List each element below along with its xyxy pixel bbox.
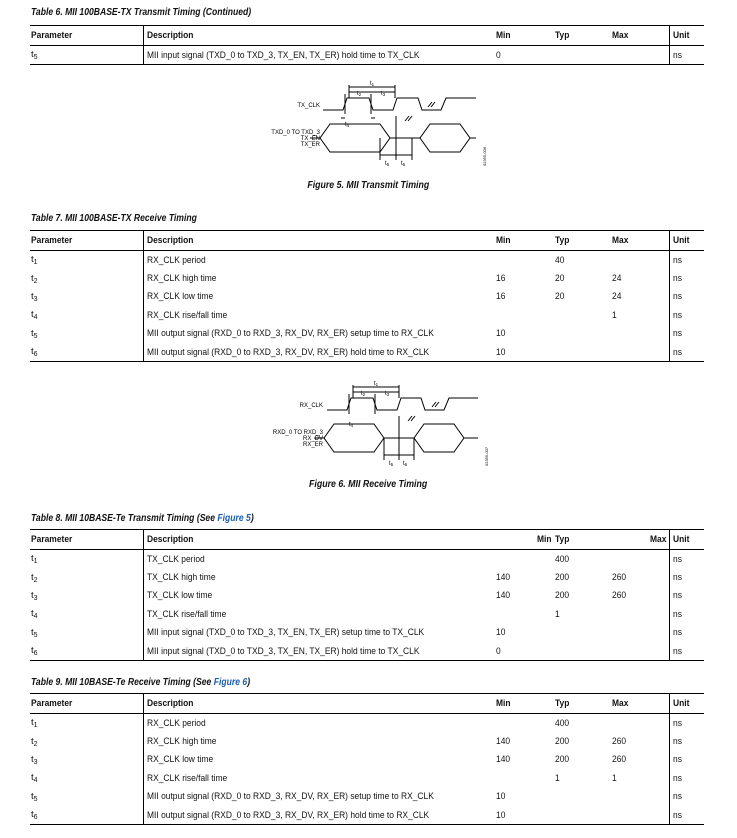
col-header-unit: Unit xyxy=(669,530,704,550)
col-header-description: Description xyxy=(143,530,495,550)
cell-description: RX_CLK rise/fall time xyxy=(143,306,495,324)
cell-typ xyxy=(554,624,611,642)
rx-data-waveform-bottom xyxy=(314,438,478,452)
cell-description: MII output signal (RXD_0 to RXD_3, RX_DV, RX_ER) setup time to RX_CLK xyxy=(143,788,495,806)
cell-typ xyxy=(554,806,611,825)
cell-parameter: $t_2$ xyxy=(31,272,38,285)
cell-min xyxy=(495,605,554,623)
cell-min: 10 xyxy=(496,328,506,340)
col-header-parameter: Parameter xyxy=(30,694,143,714)
cell-description: TX_CLK period xyxy=(143,550,495,569)
cell-unit: ns xyxy=(669,806,704,825)
table-row xyxy=(30,769,704,787)
cell-max xyxy=(611,46,669,65)
fig6-data-label-2: RX_DV xyxy=(302,436,323,442)
figure-5-caption: Figure 5. MII Transmit Timing xyxy=(307,180,430,191)
col-header-parameter: Parameter xyxy=(30,231,143,251)
col-header-typ: Typ xyxy=(554,694,611,714)
cell-min: 10 xyxy=(496,627,506,639)
cell-parameter: $t_5$ xyxy=(31,327,38,340)
figure-6-caption: Figure 6. MII Receive Timing xyxy=(309,479,428,490)
cell-parameter: $t_2$ xyxy=(31,735,38,748)
cell-parameter: $t_5$ xyxy=(31,790,38,803)
cell-parameter: $t_6$ xyxy=(30,806,143,825)
cell-unit: ns xyxy=(669,325,704,343)
header-row xyxy=(30,530,704,550)
cell-typ xyxy=(554,325,611,343)
col-header-unit: Unit xyxy=(669,231,704,251)
cell-description: RX_CLK period xyxy=(143,251,495,270)
cell-unit: ns xyxy=(669,269,704,287)
cell-max xyxy=(611,605,669,623)
cell-description: TX_CLK high time xyxy=(143,568,495,586)
fig5-clk-label: TX_CLK xyxy=(297,103,320,109)
col-header-min: Min xyxy=(495,530,554,550)
cell-description: TX_CLK low time xyxy=(143,587,495,605)
table-row xyxy=(30,751,704,769)
cell-typ: 200 xyxy=(555,572,570,584)
cell-description: MII output signal (RXD_0 to RXD_3, RX_DV, RX_ER) setup time to RX_CLK xyxy=(143,325,495,343)
table-7-caption: Table 7. MII 100BASE-TX Receive Timing xyxy=(31,213,197,224)
cell-unit: ns xyxy=(669,306,704,324)
col-header-max: Max xyxy=(611,530,669,550)
cell-description: MII input signal (TXD_0 to TXD_3, TX_EN, TX_ER) hold time to TX_CLK xyxy=(143,642,495,661)
table-row xyxy=(30,714,704,733)
cell-typ: 1 xyxy=(555,772,560,784)
cell-max xyxy=(611,788,669,806)
cell-min: 10 xyxy=(495,343,554,362)
fig5-t5: t5 xyxy=(385,161,390,167)
cell-min: 140 xyxy=(496,572,511,584)
fig5-t1: t1 xyxy=(370,81,375,87)
table-row xyxy=(30,788,704,806)
cell-max: 260 xyxy=(612,590,627,602)
col-header-description: Description xyxy=(143,26,495,46)
col-header-max: Max xyxy=(611,694,669,714)
table-row xyxy=(30,343,704,362)
table-row xyxy=(30,306,704,324)
header-row xyxy=(30,231,704,251)
cell-max: 260 xyxy=(612,754,627,766)
cell-description: RX_CLK period xyxy=(143,714,495,733)
cell-max xyxy=(611,642,669,661)
fig6-t5: t5 xyxy=(389,461,394,467)
col-header-typ: Typ xyxy=(554,530,611,550)
cell-description: RX_CLK high time xyxy=(143,269,495,287)
figure-6-link[interactable]: Figure 6 xyxy=(213,677,248,688)
cell-unit: ns xyxy=(669,568,704,586)
tx-clk-waveform xyxy=(323,98,476,110)
fig5-data-label-1: TXD_0 TO TXD_3 xyxy=(271,130,320,136)
table-6-caption: Table 6. MII 100BASE-TX Transmit Timing (Continued) xyxy=(31,7,252,18)
fig5-data-label-2: TX_EN xyxy=(300,136,320,142)
table-row xyxy=(30,587,704,605)
table-row xyxy=(30,624,704,642)
cell-description: RX_CLK low time xyxy=(143,751,495,769)
cell-unit: ns xyxy=(669,46,704,65)
cell-min: 140 xyxy=(496,590,511,602)
receive-timing-diagram xyxy=(0,376,737,476)
fig5-side-note: 02355-006 xyxy=(482,146,487,166)
cell-unit: ns xyxy=(669,587,704,605)
cell-parameter: $t_1$ xyxy=(31,717,38,730)
fig6-t3: t3 xyxy=(385,391,390,397)
cell-typ: 1 xyxy=(555,608,560,620)
cell-min xyxy=(495,550,554,569)
cell-parameter: $t_1$ xyxy=(31,553,38,566)
fig6-t4: t4 xyxy=(349,422,354,428)
cell-typ: 400 xyxy=(555,553,570,565)
cell-typ: 20 xyxy=(555,273,565,285)
cell-parameter: $t_4$ xyxy=(31,309,38,322)
table-6 xyxy=(30,25,704,65)
cell-min: 0 xyxy=(495,46,554,65)
fig5-t3: t3 xyxy=(381,91,386,97)
col-header-min: Min xyxy=(495,26,554,46)
header-row xyxy=(30,694,704,714)
cell-parameter: $t_6$ xyxy=(30,642,143,661)
cell-typ: 200 xyxy=(555,590,570,602)
cell-typ: 200 xyxy=(555,736,570,748)
cell-min: 10 xyxy=(495,806,554,825)
cell-max: 260 xyxy=(612,572,627,584)
table-9 xyxy=(30,693,704,825)
cell-typ xyxy=(554,642,611,661)
col-header-unit: Unit xyxy=(669,26,704,46)
col-header-parameter: Parameter xyxy=(30,530,143,550)
col-header-min: Min xyxy=(495,694,554,714)
cell-typ xyxy=(554,343,611,362)
cell-typ: 200 xyxy=(555,754,570,766)
cell-max xyxy=(611,624,669,642)
table-row xyxy=(30,550,704,569)
fig6-t1: t1 xyxy=(374,381,379,387)
cell-min: 140 xyxy=(496,754,511,766)
cell-parameter: $t_3$ xyxy=(31,589,38,602)
col-header-typ: Typ xyxy=(554,231,611,251)
fig6-clk-label: RX_CLK xyxy=(299,403,323,409)
cell-unit: ns xyxy=(669,624,704,642)
cell-typ xyxy=(554,788,611,806)
cell-max: 24 xyxy=(612,291,622,303)
cell-min: 140 xyxy=(496,736,511,748)
cell-description: RX_CLK low time xyxy=(143,288,495,306)
cell-typ xyxy=(554,306,611,324)
cell-parameter: $t_5$ xyxy=(31,626,38,639)
figure-5-diagram xyxy=(0,76,737,182)
table-row xyxy=(30,605,704,623)
cell-unit: ns xyxy=(669,251,704,270)
rx-clk-waveform xyxy=(327,398,478,410)
cell-description: MII output signal (RXD_0 to RXD_3, RX_DV, RX_ER) hold time to RX_CLK xyxy=(143,806,495,825)
fig5-data-label-3: TX_ER xyxy=(300,142,320,148)
table-7 xyxy=(30,230,704,362)
col-header-description: Description xyxy=(143,694,495,714)
cell-typ: 400 xyxy=(555,717,570,729)
cell-unit: ns xyxy=(669,769,704,787)
cell-typ: 20 xyxy=(555,291,565,303)
col-header-typ: Typ xyxy=(554,26,611,46)
cell-parameter: $t_4$ xyxy=(31,772,38,785)
cell-max: 1 xyxy=(612,309,617,321)
table-row xyxy=(30,568,704,586)
col-header-min: Min xyxy=(495,231,554,251)
col-header-description: Description xyxy=(143,231,495,251)
table-row xyxy=(30,806,704,825)
cell-min xyxy=(495,769,554,787)
cell-min: 16 xyxy=(496,273,506,285)
col-header-parameter: Parameter xyxy=(30,26,143,46)
col-header-max: Max xyxy=(611,26,669,46)
cell-typ xyxy=(554,46,611,65)
cell-description: MII output signal (RXD_0 to RXD_3, RX_DV, RX_ER) hold time to RX_CLK xyxy=(143,343,495,362)
cell-max xyxy=(611,550,669,569)
table-8 xyxy=(30,529,704,661)
fig6-t2: t2 xyxy=(361,391,366,397)
fig5-t2: t2 xyxy=(357,91,362,97)
cell-min: 10 xyxy=(496,791,506,803)
tx-data-waveform-bottom xyxy=(310,138,476,152)
fig5-t4: t4 xyxy=(345,122,350,128)
cell-parameter: $t_5$ xyxy=(30,46,143,65)
cell-max xyxy=(611,251,669,270)
cell-max: 24 xyxy=(612,273,622,285)
table-row xyxy=(30,642,704,661)
rx-data-waveform-top xyxy=(314,424,478,438)
cell-description: RX_CLK rise/fall time xyxy=(143,769,495,787)
cell-description: MII input signal (TXD_0 to TXD_3, TX_EN, TX_ER) setup time to TX_CLK xyxy=(143,624,495,642)
figure-6-diagram xyxy=(0,376,737,476)
table-row xyxy=(30,288,704,306)
col-header-max: Max xyxy=(611,231,669,251)
table-row xyxy=(30,46,704,65)
table-row xyxy=(30,325,704,343)
cell-max: 260 xyxy=(612,736,627,748)
fig6-data-label-1: RXD_0 TO RXD_3 xyxy=(272,430,323,436)
cell-unit: ns xyxy=(669,788,704,806)
fig6-t6: t6 xyxy=(403,461,408,467)
table-row xyxy=(30,269,704,287)
cell-min: 16 xyxy=(496,291,506,303)
cell-min: 0 xyxy=(495,642,554,661)
col-header-unit: Unit xyxy=(669,694,704,714)
cell-unit: ns xyxy=(669,343,704,362)
table-9-caption: Table 9. MII 10BASE-Te Receive Timing (See Figure 6) xyxy=(31,677,251,688)
cell-max: 1 xyxy=(612,772,617,784)
figure-5-link[interactable]: Figure 5 xyxy=(217,513,251,524)
cell-max xyxy=(611,714,669,733)
header-row xyxy=(30,26,704,46)
cell-min xyxy=(495,714,554,733)
cell-typ: 40 xyxy=(555,254,565,266)
cell-max xyxy=(611,325,669,343)
cell-parameter: $t_3$ xyxy=(31,753,38,766)
cell-description: MII input signal (TXD_0 to TXD_3, TX_EN, TX_ER) hold time to TX_CLK xyxy=(143,46,495,65)
cell-max xyxy=(611,343,669,362)
table-row xyxy=(30,732,704,750)
cell-min xyxy=(495,251,554,270)
table-row xyxy=(30,251,704,270)
cell-unit: ns xyxy=(669,732,704,750)
cell-unit: ns xyxy=(669,605,704,623)
fig5-t6: t6 xyxy=(401,161,406,167)
cell-description: RX_CLK high time xyxy=(143,732,495,750)
table-8-caption: Table 8. MII 10BASE-Te Transmit Timing (See Figure 5) xyxy=(31,513,254,524)
cell-parameter: $t_3$ xyxy=(31,290,38,303)
cell-max xyxy=(611,806,669,825)
tx-data-waveform-top xyxy=(310,124,476,138)
cell-unit: ns xyxy=(669,550,704,569)
cell-parameter: $t_2$ xyxy=(31,571,38,584)
transmit-timing-diagram xyxy=(0,76,737,182)
cell-parameter: $t_1$ xyxy=(31,254,38,267)
cell-description: TX_CLK rise/fall time xyxy=(143,605,495,623)
cell-unit: ns xyxy=(669,288,704,306)
cell-unit: ns xyxy=(669,642,704,661)
cell-min xyxy=(495,306,554,324)
cell-parameter: $t_6$ xyxy=(30,343,143,362)
fig6-side-note: 02355-007 xyxy=(484,446,489,466)
cell-unit: ns xyxy=(669,751,704,769)
cell-parameter: $t_4$ xyxy=(31,608,38,621)
cell-unit: ns xyxy=(669,714,704,733)
fig6-data-label-3: RX_ER xyxy=(302,442,323,448)
